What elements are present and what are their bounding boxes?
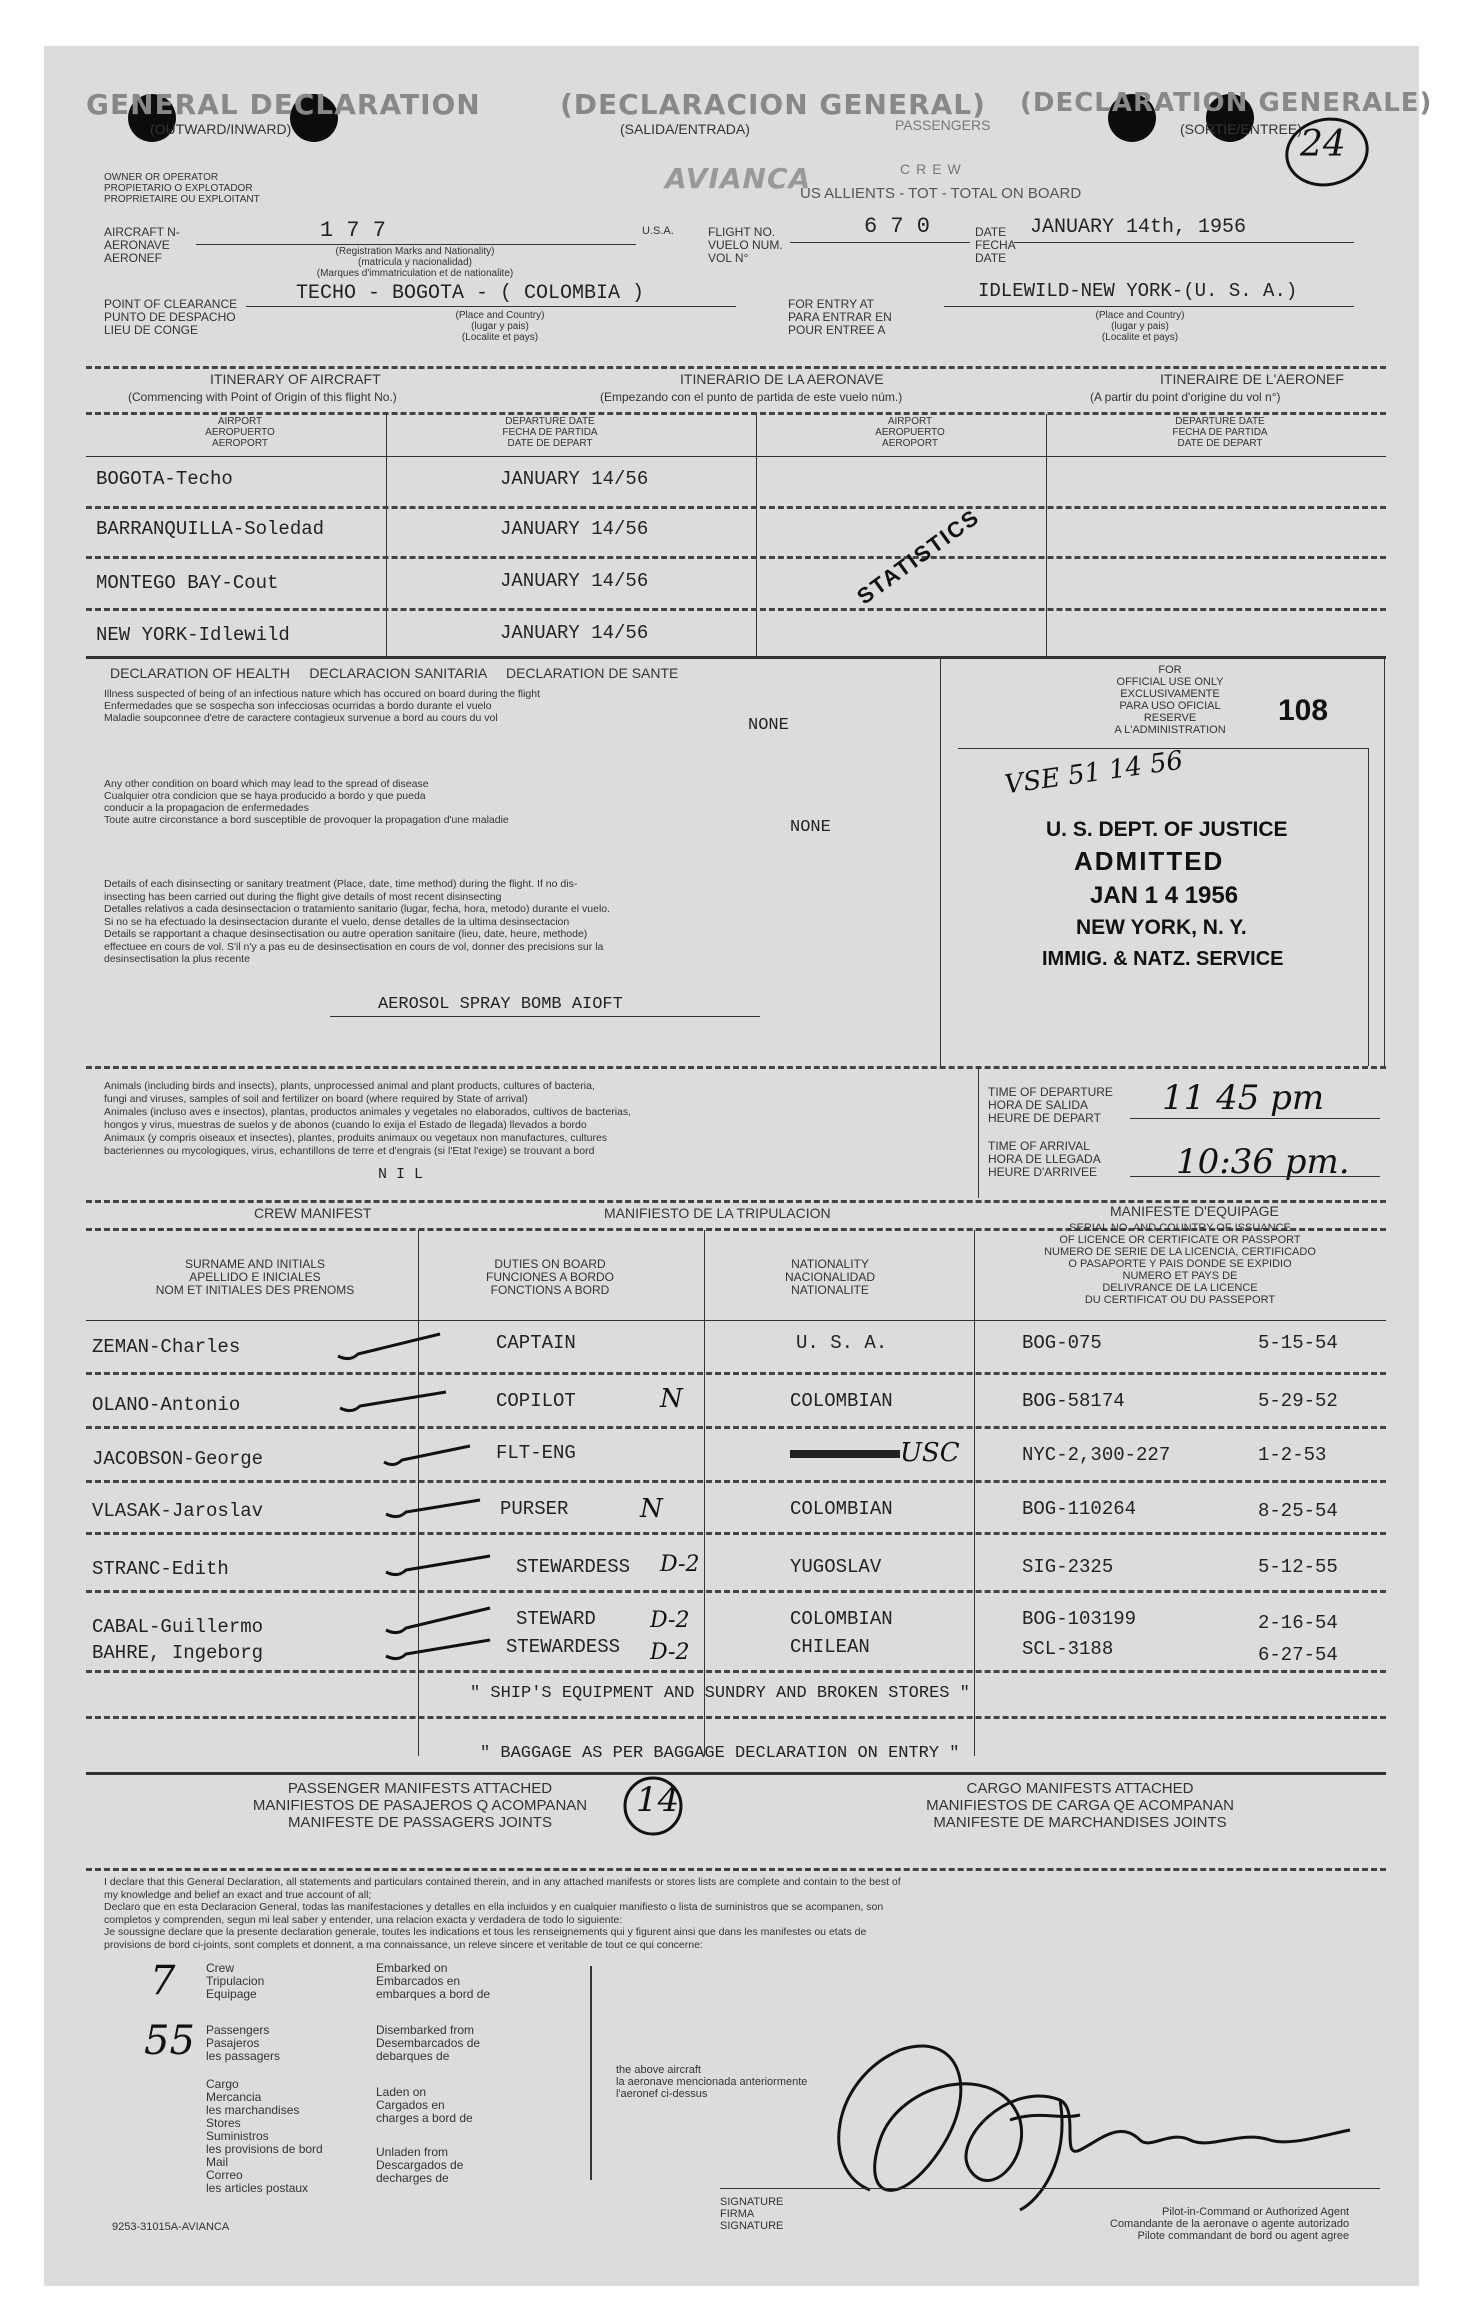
departure-time-label: TIME OF DEPARTURE HORA DE SALIDA HEURE DE DEPART [988,1085,1113,1125]
departure-time-value: 11 45 pm [1162,1078,1325,1118]
crew-date-3: 1-2-53 [1258,1444,1327,1466]
itinerary-title-en: ITINERARY OF AIRCRAFT [210,371,381,387]
crew-nationality-5: YUGOSLAV [790,1556,882,1578]
crew-date-2: 5-29-52 [1258,1390,1338,1412]
animals-question: Animals (including birds and insects), plants, unprocessed animal and plant products, cultures of bacteria, fungi and viruses, samples of soil and fertilizer on board (where required by State of arrival) Animales (incluso aves e insectos), plantas, productos animales y vegetales no elaborados, cultivos de bacterias, hongos y virus, muestras de suelos y de abonos (cuando lo exija el Estado de llegada) llevados a bordo Animaux (y compris oiseaux et insectes), plantes, produits animaux ou vegetaux non manufactures, cultures bacteriennes ou mycologiques, virus, echantillons de terre et d'engrais (si l'Etat l'exige) se trouvant a bord [104,1080,632,1157]
crew-title-fr: MANIFESTE D'EQUIPAGE [1110,1203,1279,1219]
crew-duty-7: STEWARDESS [506,1636,621,1658]
check-mark-1 [338,1334,440,1359]
itinerary-date-2: JANUARY 14/56 [500,518,649,540]
crew-title-en: CREW MANIFEST [254,1205,372,1221]
crew-count: 7 [150,1958,176,2004]
crew-nationality-4: COLOMBIAN [790,1498,893,1520]
crew-name-4: VLASAK-Jaroslav [92,1500,264,1522]
aircraft-registration: 1 7 7 [320,218,387,243]
crew-date-7: 6-27-54 [1258,1644,1338,1666]
entry-value: IDLEWILD-NEW YORK-(U. S. A.) [978,280,1298,302]
crew-duty-5: STEWARDESS [516,1556,631,1578]
crew-name-7: BAHRE, Ingeborg [92,1642,264,1664]
itinerary-sub-es: (Empezando con el punto de partida de este vuelo núm.) [600,390,903,404]
form-number: 9253-31015A-AVIANCA [112,2221,230,2233]
arrival-time-value: 10:36 pm. [1176,1142,1350,1182]
col-departure-2: DEPARTURE DATE FECHA DE PARTIDA DATE DE DEPART [1172,416,1268,449]
crew-duty-3: FLT-ENG [496,1442,576,1464]
crew-title-es: MANIFIESTO DE LA TRIPULACION [604,1205,831,1221]
crew-duty-4: PURSER [500,1498,569,1520]
crew-note-5: D-2 [660,1552,700,1577]
crew-name-6: CABAL-Guillermo [92,1616,264,1638]
flight-number: 6 7 0 [864,214,931,239]
disinsecting-question: Details of each disinsecting or sanitary treatment (Place, date, time method) during the flight. If no dis- insecting has been carried out during the flight give details of most recent disinsecting Detalles relativos a cada desinsectacion o tratamiento sanitario (lugar, fecha, hora, metodo) durante el vuelo. Si no se ha efectuado la desinsectacion durante el vuelo, dense detalles de la ultima desinsectacion Details se rapportant a chaque desinsectisation ou autre operation sanitaire (lieu, date, heure, methode) effectuee en cours de vol. S'il n'y a pas eu de desinsectisation en cours de vol, donner des precisions sur la desinsectisation la plus recente [104,878,611,965]
illness-answer: NONE [748,716,789,735]
passengers-count: 55 [144,2018,195,2064]
condition-answer: NONE [790,818,831,837]
crew-date-1: 5-15-54 [1258,1332,1338,1354]
passenger-manifests-label: PASSENGER MANIFESTS ATTACHED MANIFIESTOS DE PASAJEROS Q ACOMPANAN MANIFESTE DE PASSAGERS JOINTS [252,1780,588,1831]
illness-question: Illness suspected of being of an infectious nature which has occured on board during the flight Enfermedades que se sospecha son infecciosas ocurridas a bordo durante el vuelo Maladie soupconnee d'etre de caractere contagieux survenue a bord au cours du vol [104,688,541,724]
aircraft-above-label: the above aircraft la aeronave mencionada anteriormente l'aeronef ci-dessus [616,2064,808,2100]
stamp-service: IMMIG. & NATZ. SERVICE [1042,948,1284,970]
itinerary-airport-3: MONTEGO BAY-Cout [96,572,279,594]
check-mark-7 [386,1640,490,1659]
date-label: DATE FECHA DATE [975,225,1016,265]
crew-nationality-6: COLOMBIAN [790,1608,893,1630]
crew-nationality-2: COLOMBIAN [790,1390,893,1412]
stamp-date: JAN 1 4 1956 [1090,882,1239,909]
flight-label: FLIGHT NO. VUELO NUM. VOL N° [708,225,783,265]
crew-duty-1: CAPTAIN [496,1332,576,1354]
title-english: GENERAL DECLARATION [86,88,481,121]
crew-note: CREW [900,161,967,177]
itinerary-sub-fr: (A partir du point d'origine du vol n°) [1090,390,1281,404]
check-mark-2 [340,1392,446,1411]
crew-license-6: BOG-103199 [1022,1608,1137,1630]
manifests-bottom-rule [86,1868,1386,1871]
passengers-label: Passengers Pasajeros les passagers [206,2023,281,2063]
itinerary-date-4: JANUARY 14/56 [500,622,649,644]
declaration-text: I declare that this General Declaration, all statements and particulars contained therein, and in any attached manifests or stores lists are complete and contain to the best of my knowledge and belief an exact and true account of all; Declaro que en esta Declaracion General, todas las manifestaciones y detalles en ella incluidos y en cualquier manifiesto o lista de suministros que se acompanen, son completos y comprenden, segun mi leal saber y entender, una relacion exacta y verdadera de todo lo siguiente: Je soussigne declare que la presente declaration generale, toutes les indications et tous les renseignements qui y figurent ainsi que dans les manifestes ou etats de provisions de bord ci-joints, sont complets et donnent, a ma connaissance, un releve sincere et veritable de tout ce qui concerne: [104,1876,901,1951]
signature-flourish [1010,2100,1080,2210]
crew-duty-6: STEWARD [516,1608,596,1630]
clearance-label: POINT OF CLEARANCE PUNTO DE DESPACHO LIEU DE CONGE [104,297,238,337]
statistics-stamp: STATISTICS [852,503,985,610]
owner-label: OWNER OR OPERATOR PROPIETARIO O EXPLOTADOR PROPRIETAIRE OU EXPLOITANT [104,172,260,205]
check-mark-6 [386,1608,490,1633]
crew-nationality-7: CHILEAN [790,1636,870,1658]
date-value: JANUARY 14th, 1956 [1030,216,1247,239]
signature [839,2046,1350,2190]
subtitle-french: (SORTIE/ENTREE) [1180,121,1302,137]
cargo-manifests-label: CARGO MANIFESTS ATTACHED MANIFIESTOS DE CARGA QE ACOMPANAN MANIFESTE DE MARCHANDISES JOINTS [926,1780,1234,1831]
stamp-location: NEW YORK, N. Y. [1076,916,1247,939]
entry-label: FOR ENTRY AT PARA ENTRAR EN POUR ENTREE A [788,297,892,337]
official-number: 108 [1278,694,1329,727]
crew-note-6: D-2 [650,1608,690,1633]
itinerary-airport-1: BOGOTA-Techo [96,468,233,490]
clearance-value: TECHO - BOGOTA - ( COLOMBIA ) [296,282,645,305]
usa-label: U.S.A. [642,225,674,237]
stamp-dept-justice: U. S. DEPT. OF JUSTICE [1046,818,1288,841]
col-license-header: SERIAL NO. AND COUNTRY OF ISSUANCE OF LICENCE OR CERTIFICATE OR PASSPORT NUMERO DE SERIE DE LA LICENCIA, CERTIFICADO O PASAPORTE Y PAIS DONDE SE EXPIDIO NUMERO ET PAYS DE DELIVRANCE DE LA LICENCE DU CERTIFICAT OU DU PASSEPORT [1044,1222,1316,1306]
arrival-time-label: TIME OF ARRIVAL HORA DE LLEGADA HEURE D'ARRIVEE [988,1139,1101,1179]
total-on-board-note: US ALLIENTS - TOT - TOTAL ON BOARD [800,185,1082,202]
crew-note-7: D-2 [650,1640,690,1665]
col-nationality-header: NATIONALITY NACIONALIDAD NATIONALITE [784,1257,876,1297]
col-duties-header: DUTIES ON BOARD FUNCIONES A BORDO FONCTIONS A BORD [485,1257,615,1297]
official-use-label: FOR OFFICIAL USE ONLY EXCLUSIVAMENTE PARA USO OFICIAL RESERVE A L'ADMINISTRATION [1114,664,1226,736]
declaration-brace [590,1966,592,2180]
passenger-manifests-count: 14 [636,1780,680,1820]
itinerary-sub-en: (Commencing with Point of Origin of this flight No.) [128,390,397,404]
crew-license-4: BOG-110264 [1022,1498,1137,1520]
itinerary-airport-2: BARRANQUILLA-Soledad [96,518,325,540]
laden-label: Laden on Cargados en charges a bord de [376,2085,473,2125]
crew-license-3: NYC-2,300-227 [1022,1444,1171,1466]
stamp-admitted: ADMITTED [1074,846,1225,876]
crew-date-4: 8-25-54 [1258,1500,1338,1522]
crew-note-4: N [640,1494,663,1524]
airline-name: AVIANCA [665,162,812,195]
clearance-sublabel: (Place and Country) (lugar y pais) (Localite et pays) [455,310,545,343]
check-mark-5 [386,1556,490,1575]
itinerary-date-3: JANUARY 14/56 [500,570,649,592]
crew-nationality-1: U. S. A. [796,1332,888,1354]
col-airport-1: AIRPORT AEROPUERTO AEROPORT [205,416,275,449]
crew-license-7: SCL-3188 [1022,1638,1114,1660]
unladen-label: Unladen from Descargados de decharges de [376,2145,464,2185]
aircraft-label: AIRCRAFT N- AERONAVE AERONEF [104,225,180,265]
title-french: (DECLARATION GENERALE) [1020,88,1433,118]
crew-date-5: 5-12-55 [1258,1556,1338,1578]
baggage-note: " BAGGAGE AS PER BAGGAGE DECLARATION ON ENTRY " [480,1744,960,1763]
embarked-label: Embarked on Embarcados en embarques a bord de [376,1961,491,2001]
subtitle-spanish: (SALIDA/ENTRADA) [620,121,750,137]
aircraft-sublabel: (Registration Marks and Nationality) (matricula y nacionalidad) (Marques d'immatriculation et de nationalite) [316,246,514,279]
crew-license-2: BOG-58174 [1022,1390,1125,1412]
page-number: 24 [1300,124,1346,165]
crew-name-2: OLANO-Antonio [92,1394,241,1416]
official-initials: VSE 51 14 56 [1002,745,1185,801]
pilot-label: Pilot-in-Command or Authorized Agent Comandante de la aeronave o agente autorizado Pilote commandant de bord ou agent agree [1110,2206,1350,2242]
itinerary-date-1: JANUARY 14/56 [500,468,649,490]
col-name-header: SURNAME AND INITIALS APELLIDO E INICIALES NOM ET INITIALES DES PRENOMS [155,1257,355,1297]
crew-license-1: BOG-075 [1022,1332,1102,1354]
crew-name-1: ZEMAN-Charles [92,1336,241,1358]
col-airport-2: AIRPORT AEROPUERTO AEROPORT [875,416,945,449]
entry-sublabel: (Place and Country) (lugar y pais) (Localite et pays) [1095,310,1185,343]
crew-duty-2: COPILOT [496,1390,576,1412]
title-spanish: (DECLARACION GENERAL) [560,88,986,121]
itinerary-title-es: ITINERARIO DE LA AERONAVE [680,371,884,387]
crew-note-2: N [660,1384,683,1414]
check-mark-3 [384,1446,470,1465]
disembarked-label: Disembarked from Desembarcados de debarques de [376,2023,481,2063]
equipment-note: " SHIP'S EQUIPMENT AND SUNDRY AND BROKEN STORES " [470,1684,970,1703]
itinerary-airport-4: NEW YORK-Idlewild [96,624,290,646]
passengers-note: PASSENGERS [895,117,991,133]
crew-nationality-3: USC [900,1438,960,1468]
crew-name-5: STRANC-Edith [92,1558,229,1580]
crew-name-3: JACOBSON-George [92,1448,264,1470]
signature-line [720,2188,1380,2189]
crew-label: Crew Tripulacion Equipage [206,1961,265,2001]
itinerary-title-fr: ITINERAIRE DE L'AERONEF [1160,371,1344,387]
cargo-stores-mail-label: Cargo Mercancia les marchandises Stores Suministros les provisions de bord Mail Correo les articles postaux [206,2077,323,2195]
col-departure-1: DEPARTURE DATE FECHA DE PARTIDA DATE DE DEPART [502,416,598,449]
health-title: DECLARATION OF HEALTH DECLARACION SANITARIA DECLARATION DE SANTE [110,665,679,681]
crew-date-6: 2-16-54 [1258,1612,1338,1634]
crew-license-5: SIG-2325 [1022,1556,1114,1578]
disinsecting-answer: AEROSOL SPRAY BOMB AIOFT [378,995,623,1014]
animals-answer: N I L [378,1166,424,1183]
signature-label: SIGNATURE FIRMA SIGNATURE [720,2196,784,2232]
check-mark-4 [386,1500,480,1517]
subtitle-english: (OUTWARD/INWARD) [150,121,292,137]
condition-question: Any other condition on board which may lead to the spread of disease Cualquier otra condicion que se haya producido a bordo y que pueda conducir a la propagacion de enfermedades Toute autre circonstance a bord susceptible de provoquer la propagation d'une maladie [104,778,509,826]
